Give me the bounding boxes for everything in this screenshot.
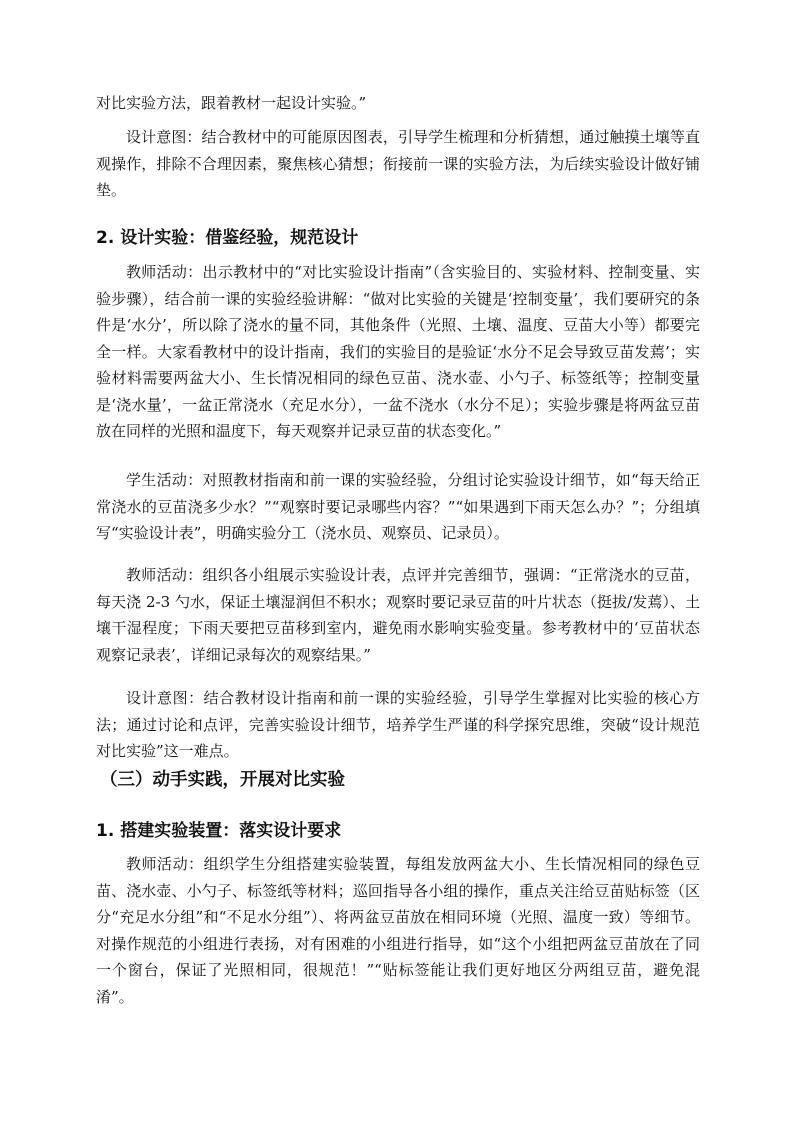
heading-build-apparatus: 1. 搭建实验装置：落实设计要求 [96,821,342,841]
paragraph-teacher-activity-1: 教师活动：出示教材中的“对比实验设计指南”（含实验目的、实验材料、控制变量、实验步骤），结合前一课的实验经验讲解：“做对比实验的关键是‘控制变量’，我们要研究的条件是‘水分’，所以除了浇水的量不同，其他条件（光照、土壤、温度、豆苗大小等）都要完全一样。大家看教材中的设计指南，我们的实验目的是验证‘水分不足会导致豆苗发蔫’；实验材料需要两盆大小、生长情况相同的绿色豆苗、浇水壶、小勺子、标签纸等；控制变量是‘浇水量’，一盆正常浇水（充足水分），一盆不浇水（水分不足）；实验步骤是将两盆豆苗放在同样的光照和温度下，每天观察并记录豆苗的状态变化。” [96,263,700,440]
paragraph-design-intent-2: 设计意图：结合教材设计指南和前一课的实验经验，引导学生掌握对比实验的核心方法；通过讨论和点评，完善实验设计细节，培养学生严谨的科学探究思维，突破“设计规范对比实验”这一难点。 [96,689,700,760]
paragraph-student-activity-1: 学生活动：对照教材指南和前一课的实验经验，分组讨论实验设计细节，如“每天给正常浇水的豆苗浇多少水？”“观察时要记录哪些内容？”“如果遇到下雨天怎么办？”；分组填写“实验设计表”，明确实验分工（浇水员、观察员、记录员）。 [96,471,700,542]
paragraph-teacher-activity-3: 教师活动：组织学生分组搭建实验装置，每组发放两盆大小、生长情况相同的绿色豆苗、浇水壶、小勺子、标签纸等材料；巡回指导各小组的操作，重点关注给豆苗贴标签（区分“充足水分组”和“不足水分组”）、将两盆豆苗放在相同环境（光照、温度一致）等细节。对操作规范的小组进行表扬，对有困难的小组进行指导，如“这个小组把两盆豆苗放在了同一个窗台，保证了光照相同，很规范！”“贴标签能让我们更好地区分两组豆苗，避免混淆”。 [96,855,700,1006]
paragraph-design-intent-1: 设计意图：结合教材中的可能原因图表，引导学生梳理和分析猜想，通过触摸土壤等直观操作，排除不合理因素，聚焦核心猜想；衔接前一课的实验方法，为后续实验设计做好铺垫。 [96,128,700,199]
heading-design-experiment: 2. 设计实验：借鉴经验，规范设计 [96,228,359,248]
paragraph-teacher-activity-2: 教师活动：组织各小组展示实验设计表，点评并完善细节，强调：“正常浇水的豆苗，每天浇 2-3 勺水，保证土壤湿润但不积水；观察时要记录豆苗的叶片状态（挺拔/发蔫）、土壤干湿程度；下雨天要把豆苗移到室内，避免雨水影响实验变量。参考教材中的‘豆苗状态观察记录表’，详细记录每次的观察结果。” [96,566,700,664]
section-heading-hands-on: （三）动手实践，开展对比实验 [100,770,345,790]
paragraph-continuation: 对比实验方法，跟着教材一起设计实验。” [96,94,367,112]
